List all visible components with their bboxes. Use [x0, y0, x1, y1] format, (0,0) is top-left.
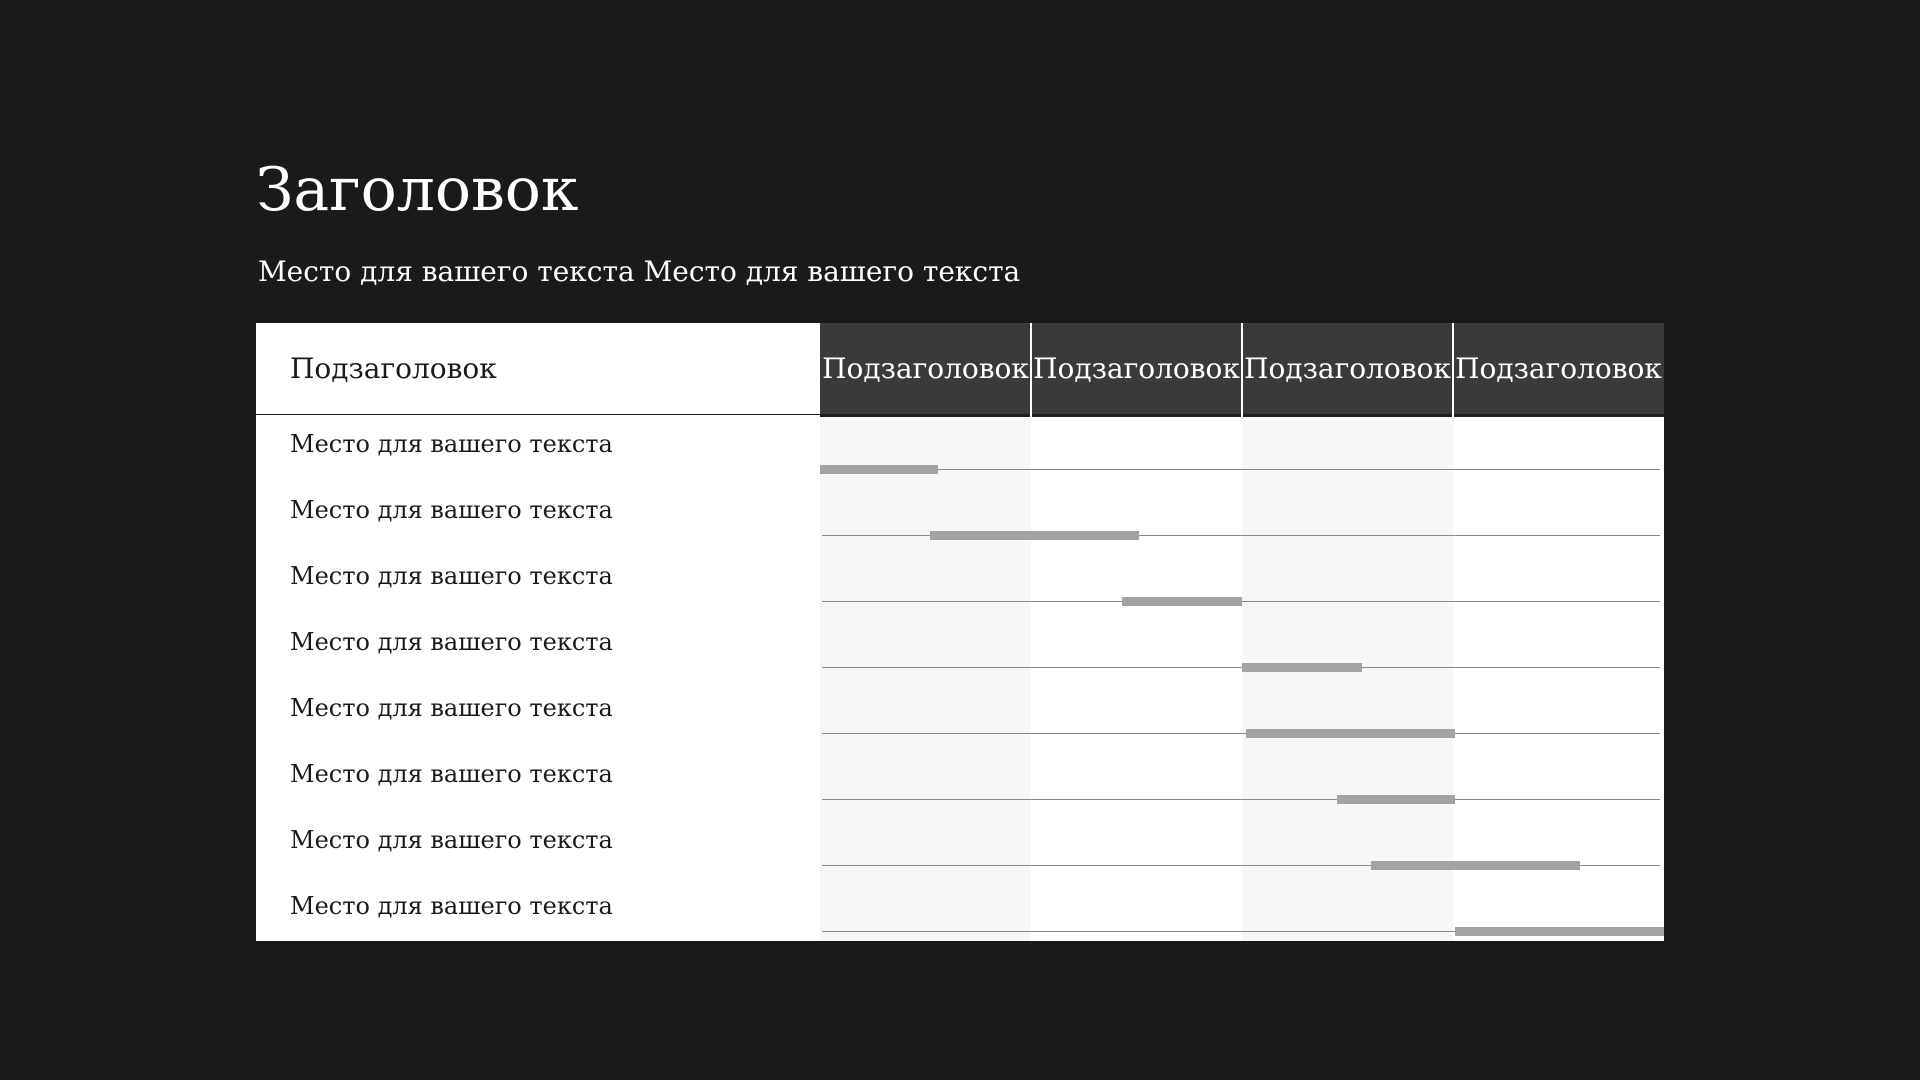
gantt-bar — [1337, 795, 1455, 804]
column-header: Подзаголовок — [820, 323, 1031, 417]
gantt-bar — [820, 465, 938, 474]
row-label: Место для вашего текста — [290, 496, 613, 524]
row-label: Место для вашего текста — [290, 892, 613, 920]
column-header: Подзаголовок — [1242, 323, 1453, 417]
row-label-header: Подзаголовок — [290, 352, 497, 385]
gantt-table — [256, 323, 1664, 941]
column-separator — [1030, 323, 1032, 417]
row-gridline — [822, 733, 1660, 734]
gantt-bar — [1122, 597, 1242, 606]
column-header: Подзаголовок — [1453, 323, 1664, 417]
page-title: Заголовок — [256, 155, 579, 225]
gantt-bar — [1455, 927, 1664, 936]
row-label: Место для вашего текста — [290, 694, 613, 722]
gantt-bar — [1246, 729, 1455, 738]
row-label: Место для вашего текста — [290, 826, 613, 854]
column-separator — [1241, 323, 1243, 417]
row-label: Место для вашего текста — [290, 430, 613, 458]
row-label: Место для вашего текста — [290, 760, 613, 788]
column-separator — [1452, 323, 1454, 417]
row-label: Место для вашего текста — [290, 562, 613, 590]
gantt-bar — [1371, 861, 1580, 870]
row-gridline — [822, 667, 1660, 668]
row-label-header-cell — [256, 323, 820, 415]
column-header: Подзаголовок — [1031, 323, 1242, 417]
gantt-bar — [1242, 663, 1362, 672]
page-subtitle: Место для вашего текста Место для вашего текста — [258, 255, 1021, 288]
row-gridline — [822, 469, 1660, 470]
row-label: Место для вашего текста — [290, 628, 613, 656]
gantt-bar — [930, 531, 1139, 540]
row-gridline — [822, 799, 1660, 800]
column-shade — [820, 417, 1031, 941]
